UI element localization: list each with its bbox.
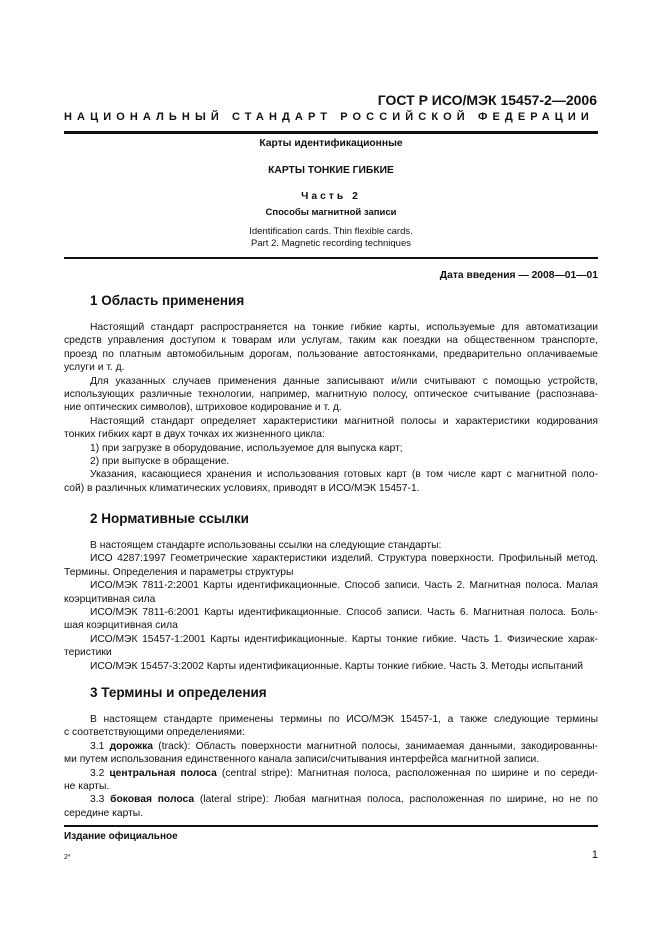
text-line: середине карты. — [64, 807, 144, 819]
paragraph — [64, 793, 598, 820]
title-main: КАРТЫ ТОНКИЕ ГИБКИЕ — [268, 165, 394, 176]
term-text: 3.3 — [90, 794, 111, 806]
text-line: Настоящий стандарт определяет характеристики магнитной полосы и характеристики кодирования — [90, 415, 598, 427]
text-line: Термины. Определения и параметры структуры — [64, 566, 294, 578]
paragraph — [64, 415, 598, 442]
paragraph — [64, 713, 598, 740]
paragraph — [64, 740, 598, 767]
paragraph — [64, 579, 598, 606]
paragraph — [64, 660, 598, 673]
text-line: не карты. — [64, 780, 110, 792]
title-english-2: Part 2. Magnetic recording techniques — [250, 238, 411, 249]
title-part: Часть 2 — [301, 191, 361, 202]
text-line: теристики — [64, 647, 112, 659]
section-heading: 2 Нормативные ссылки — [90, 511, 249, 526]
text-line: использующих различные технологии, например, магнитную полосу, оптическое считывание (распознава- — [64, 388, 598, 400]
signature-mark: 2* — [64, 854, 71, 861]
title-english-1: Identification cards. Thin flexible cards. — [249, 226, 413, 237]
divider — [64, 131, 598, 134]
title-group: Карты идентификационные — [259, 138, 403, 149]
section-body — [64, 539, 598, 673]
text-line: проезд по платным автомобильным дорогам, пользование автостоянками, предварительно оплачиваемые — [64, 348, 598, 360]
text-line: ИСО/МЭК 7811-6:2001 Карты идентификационные. Способ записи. Часть 6. Магнитная полоса. Боль- — [90, 606, 598, 618]
paragraph — [64, 442, 598, 455]
paragraph — [64, 375, 598, 415]
section-heading: 3 Термины и определения — [90, 685, 267, 700]
text-line: ми путем использования единственного канала записи/считывания интерфейса магнитной записи. — [64, 754, 540, 766]
edition-label: Издание официальное — [64, 831, 178, 842]
term-text: (lateral stripe): Любая магнитная полоса, расположенная по ширине, но не по — [194, 794, 599, 806]
text-line: ИСО 4287:1997 Геометрические характеристики изделий. Структура поверхности. Профильный метод. — [90, 553, 598, 565]
paragraph — [64, 633, 598, 660]
text-line — [64, 767, 598, 780]
term-name: дорожка — [109, 740, 154, 752]
text-line: 2) при выпуске в обращение. — [90, 455, 230, 467]
text-line — [64, 793, 598, 806]
text-line: услуги и т. д. — [64, 362, 125, 374]
text-line: ИСО/МЭК 15457-3:2002 Карты идентификационные. Карты тонкие гибкие. Часть 3. Методы испытаний — [90, 660, 583, 672]
term-text: (track): Область поверхности магнитной полосы, занимаемая данными, закодированны- — [153, 740, 598, 752]
term-text: 3.2 — [90, 767, 110, 779]
text-line — [64, 740, 598, 753]
text-line: коэрцитивная сила — [64, 593, 156, 605]
term-name: боковая полоса — [110, 794, 195, 806]
paragraph — [64, 455, 598, 468]
text-line: ИСО/МЭК 15457-1:2001 Карты идентификационные. Карты тонкие гибкие. Часть 1. Физические харак- — [90, 633, 598, 645]
standard-code: ГОСТ Р ИСО/МЭК 15457-2—2006 — [377, 92, 597, 108]
text-line: Для указанных случаев применения данные записывают и/или считывают с помощью устройств, — [90, 375, 598, 387]
text-line: шая коэрцитивная сила — [64, 620, 178, 632]
text-line: Указания, касающиеся хранения и использования готовых карт (в том числе карт с магнитной поло- — [90, 469, 598, 481]
section-heading: 1 Область применения — [90, 293, 245, 308]
section-body — [64, 321, 598, 495]
term-text: (central stripe): Магнитная полоса, расположенная по ширине и по середи- — [216, 767, 598, 779]
text-line: Настоящий стандарт распространяется на тонкие гибкие карты, используемые для автоматизации — [90, 322, 598, 333]
text-line: ние оптических символов), штриховое кодирование и т. д. — [64, 402, 342, 414]
title-subtitle: Способы магнитной записи — [265, 207, 397, 218]
paragraph — [64, 321, 598, 375]
text-line: средств управления доступом к товарам или услугам, таким как поездки на общественном транспорте, — [64, 335, 598, 347]
divider — [64, 825, 598, 827]
paragraph — [64, 552, 598, 579]
effective-date: Дата введения — 2008—01—01 — [439, 270, 598, 281]
section-body — [64, 713, 598, 820]
text-line: с соответствующими определениями: — [64, 727, 245, 739]
paragraph — [64, 539, 598, 552]
text-line: В настоящем стандарте использованы ссылки на следующие стандарты: — [90, 540, 442, 551]
divider — [64, 257, 598, 259]
term-text: 3.1 — [90, 740, 110, 752]
text-line: ИСО/МЭК 7811-2:2001 Карты идентификационные. Способ записи. Часть 2. Магнитная полоса. Малая — [90, 580, 598, 592]
paragraph — [64, 468, 598, 495]
term-name: центральная полоса — [109, 767, 217, 779]
national-standard-label: НАЦИОНАЛЬНЫЙ СТАНДАРТ РОССИЙСКОЙ ФЕДЕРАЦИИ — [64, 111, 594, 123]
text-line: В настоящем стандарте применены термины по ИСО/МЭК 15457-1, а также следующие термины — [90, 714, 598, 725]
text-line: сой) в различных климатических условиях, приводят в ИСО/МЭК 15457-1. — [64, 482, 420, 494]
page-number: 1 — [591, 849, 598, 861]
paragraph — [64, 606, 598, 633]
text-line: тонких гибких карт в двух точках их жизненного цикла: — [64, 429, 325, 441]
paragraph — [64, 767, 598, 794]
text-line: 1) при загрузке в оборудование, используемое для выпуска карт; — [90, 442, 403, 454]
